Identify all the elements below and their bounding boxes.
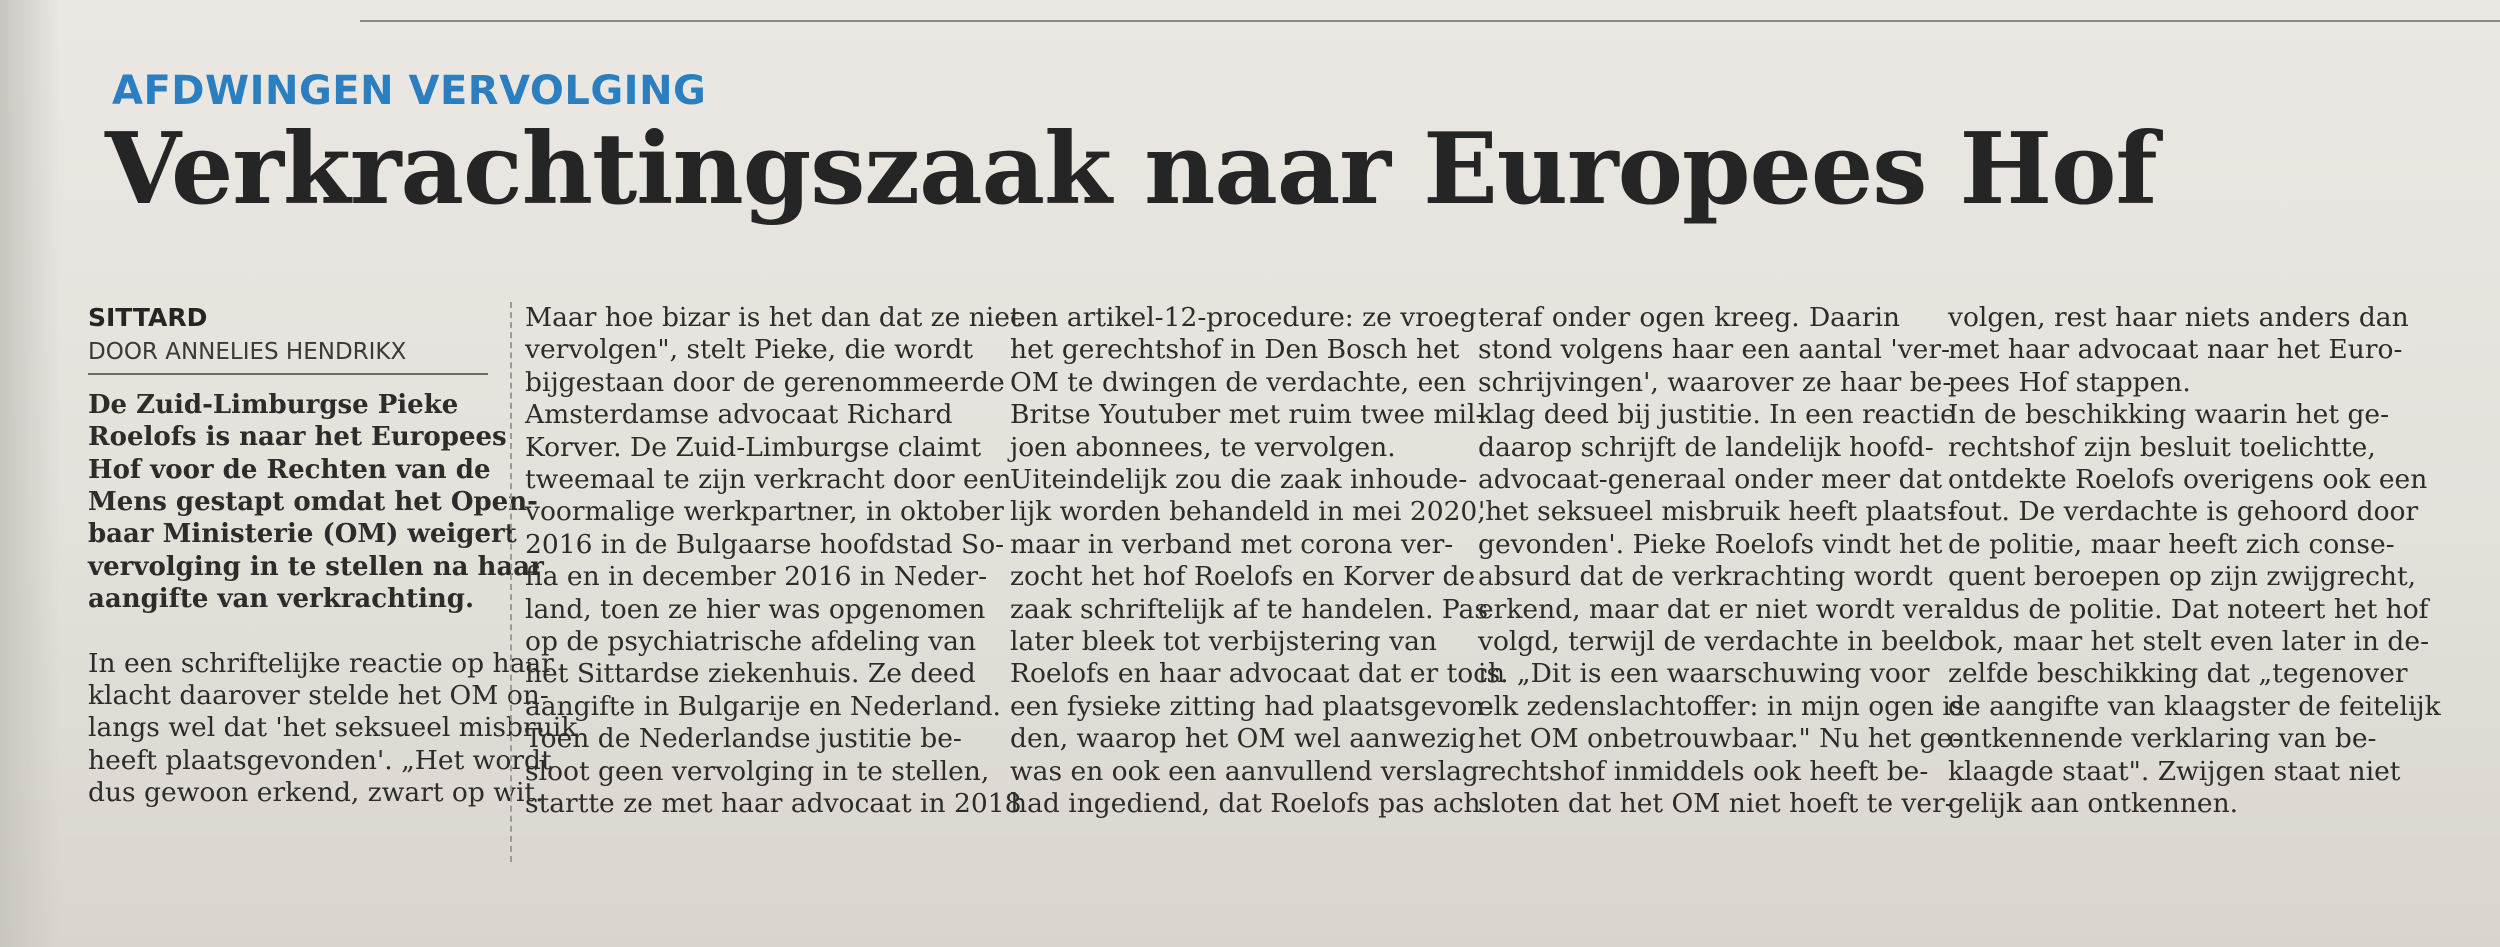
text-line: Amsterdamse advocaat Richard <box>525 399 953 431</box>
text-line: maar in verband met corona ver- <box>1010 528 1454 560</box>
text-line: erkend, maar dat er niet wordt ver- <box>1478 593 1956 625</box>
text-line: zocht het hof Roelofs en Korver de <box>1010 561 1476 593</box>
text-line: het gerechtshof in Den Bosch het <box>1010 334 1460 366</box>
text-line: volgen, rest haar niets anders dan <box>1948 302 2409 333</box>
text-line: het OM onbetrouwbaar." Nu het ge- <box>1478 723 1962 755</box>
text-line: op de psychiatrische afdeling van <box>525 626 977 658</box>
text-line: aangifte in Bulgarije en Nederland. <box>525 690 1001 722</box>
column-4-body <box>1478 302 1965 821</box>
text-line: In een schriftelijke reactie op haar <box>88 647 554 679</box>
text-line: rechtshof inmiddels ook heeft be- <box>1478 755 1929 787</box>
text-line: klag deed bij justitie. In een reactie <box>1478 399 1956 431</box>
text-line: Korver. De Zuid-Limburgse claimt <box>525 431 982 463</box>
text-line: een artikel-12-procedure: ze vroeg <box>1010 302 1477 333</box>
text-line: Roelofs en haar advocaat dat er toch <box>1010 658 1506 690</box>
column-2 <box>525 302 1022 821</box>
text-line: zelfde beschikking dat „tegenover <box>1948 658 2408 690</box>
text-line: fout. De verdachte is gehoord door <box>1948 496 2419 528</box>
text-line: pees Hof stappen. <box>1948 366 2191 398</box>
text-line: 2016 in de Bulgaarse hoofdstad So- <box>525 528 1005 560</box>
text-line: dus gewoon erkend, zwart op wit. <box>88 777 544 809</box>
text-line: vervolging in te stellen na haar <box>88 551 544 582</box>
article-headline: Verkrachtingszaak naar Europees Hof <box>105 112 2157 227</box>
text-line: het Sittardse ziekenhuis. Ze deed <box>525 658 976 690</box>
text-line: klacht daarover stelde het OM on- <box>88 680 549 712</box>
text-line: heeft plaatsgevonden'. „Het wordt <box>88 744 552 776</box>
text-line: quent beroepen op zijn zwijgrecht, <box>1948 561 2417 593</box>
text-line: volgd, terwijl de verdachte in beeld <box>1478 626 1955 658</box>
text-line: ontdekte Roelofs overigens ook een <box>1948 464 2428 496</box>
text-line: rechtshof zijn besluit toelichtte, <box>1948 431 2376 463</box>
text-line: Mens gestapt omdat het Open- <box>88 487 538 518</box>
text-line: is. „Dit is een waarschuwing voor <box>1478 658 1930 690</box>
text-line: ook, maar het stelt even later in de- <box>1948 626 2430 658</box>
text-line: aldus de politie. Dat noteert het hof <box>1948 593 2429 625</box>
text-line: gelijk aan ontkennen. <box>1948 788 2239 820</box>
page-edge-shadow <box>0 0 60 947</box>
text-line: sloot geen vervolging in te stellen, <box>525 755 990 787</box>
text-line: ontkennende verklaring van be- <box>1948 723 2377 755</box>
text-line: de politie, maar heeft zich conse- <box>1948 528 2395 560</box>
column-3-body <box>1010 302 1506 821</box>
text-line: tweemaal te zijn verkracht door een <box>525 464 1012 496</box>
text-line: de aangifte van klaagster de feitelijk <box>1948 690 2441 722</box>
text-line: bijgestaan door de gerenommeerde <box>525 366 1005 398</box>
text-line: Toen de Nederlandse justitie be- <box>525 723 962 755</box>
article-lead <box>88 389 544 616</box>
text-line: Hof voor de Rechten van de <box>88 454 491 485</box>
article-rubric: AFDWINGEN VERVOLGING <box>112 68 707 114</box>
text-line: land, toen ze hier was opgenomen <box>525 593 986 625</box>
column-5-body <box>1948 302 2441 821</box>
text-line: schrijvingen', waarover ze haar be- <box>1478 366 1952 398</box>
text-line: Uiteindelijk zou die zaak inhoude- <box>1010 464 1468 496</box>
text-line: OM te dwingen de verdachte, een <box>1010 366 1467 398</box>
column-1 <box>88 302 578 810</box>
text-line: den, waarop het OM wel aanwezig <box>1010 723 1476 755</box>
text-line: aangifte van verkrachting. <box>88 584 475 615</box>
text-line: elk zedenslachtoffer: in mijn ogen is <box>1478 690 1965 722</box>
column-divider <box>510 302 513 862</box>
column-1-body <box>88 647 578 810</box>
text-line: De Zuid-Limburgse Pieke <box>88 389 459 420</box>
paragraph-gap <box>88 616 488 648</box>
text-line: zaak schriftelijk af te handelen. Pas <box>1010 593 1488 625</box>
text-line: klaagde staat". Zwijgen staat niet <box>1948 755 2401 787</box>
text-line: fia en in december 2016 in Neder- <box>525 561 988 593</box>
byline: DOOR ANNELIES HENDRIKX <box>88 336 488 374</box>
text-line: voormalige werkpartner, in oktober <box>525 496 1004 528</box>
text-line: was en ook een aanvullend verslag <box>1010 755 1479 787</box>
text-line: een fysieke zitting had plaatsgevon- <box>1010 690 1494 722</box>
text-line: Roelofs is naar het Europees <box>88 422 507 453</box>
column-4 <box>1478 302 1965 821</box>
text-line: teraf onder ogen kreeg. Daarin <box>1478 302 1900 333</box>
text-line: joen abonnees, te vervolgen. <box>1010 431 1396 463</box>
text-line: absurd dat de verkrachting wordt <box>1478 561 1933 593</box>
text-line: advocaat-generaal onder meer dat <box>1478 464 1943 496</box>
text-line: met haar advocaat naar het Euro- <box>1948 334 2403 366</box>
column-3 <box>1010 302 1506 821</box>
text-line: daarop schrijft de landelijk hoofd- <box>1478 431 1934 463</box>
text-line: stond volgens haar een aantal 'ver- <box>1478 334 1950 366</box>
text-line: vervolgen", stelt Pieke, die wordt <box>525 334 973 366</box>
text-line: had ingediend, dat Roelofs pas ach- <box>1010 788 1490 820</box>
text-line: lijk worden behandeld in mei 2020, <box>1010 496 1486 528</box>
column-5 <box>1948 302 2441 821</box>
text-line: sloten dat het OM niet hoeft te ver- <box>1478 788 1954 820</box>
dateline: SITTARD <box>88 303 208 332</box>
text-line: gevonden'. Pieke Roelofs vindt het <box>1478 528 1943 560</box>
text-line: Britse Youtuber met ruim twee mil- <box>1010 399 1485 431</box>
column-2-body <box>525 302 1022 821</box>
text-line: In de beschikking waarin het ge- <box>1948 399 2390 431</box>
text-line: later bleek tot verbijstering van <box>1010 626 1438 658</box>
text-line: baar Ministerie (OM) weigert <box>88 519 517 550</box>
top-rule <box>360 20 2500 22</box>
text-line: startte ze met haar advocaat in 2018 <box>525 788 1022 820</box>
text-line: Maar hoe bizar is het dan dat ze niet <box>525 302 1021 333</box>
text-line: 'het seksueel misbruik heeft plaats- <box>1478 496 1956 528</box>
text-line: langs wel dat 'het seksueel misbruik <box>88 712 578 744</box>
